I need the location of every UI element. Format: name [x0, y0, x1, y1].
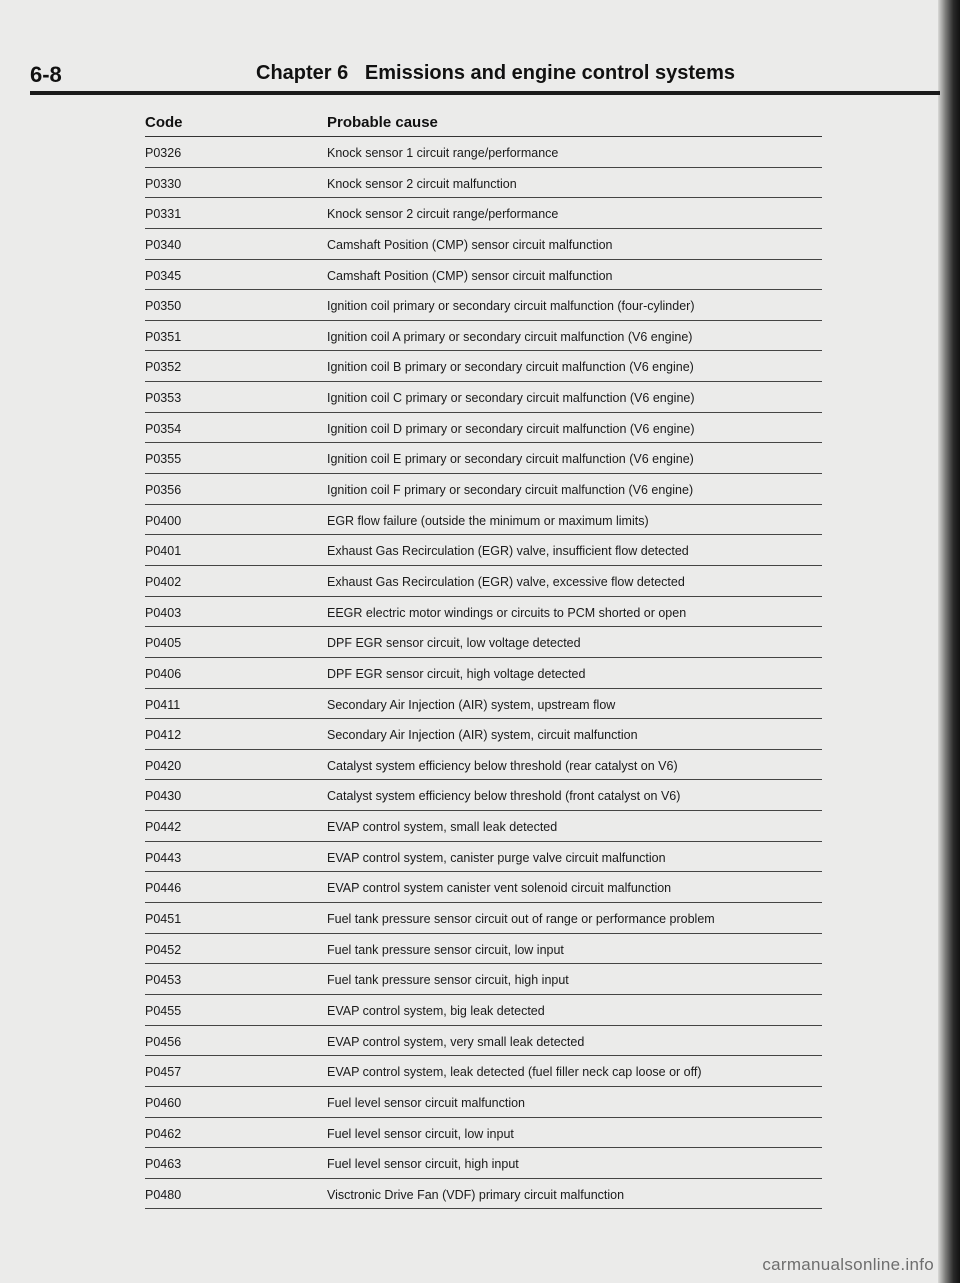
probable-cause-cell: EVAP control system, leak detected (fuel filler neck cap loose or off) [327, 1065, 702, 1080]
code-cell: P0351 [145, 329, 182, 344]
table-row [145, 995, 822, 1026]
probable-cause-cell: Ignition coil B primary or secondary circuit malfunction (V6 engine) [327, 360, 694, 375]
code-cell: P0456 [145, 1034, 182, 1049]
probable-cause-cell: Knock sensor 2 circuit range/performance [327, 207, 559, 222]
code-cell: P0463 [145, 1157, 182, 1172]
code-cell: P0330 [145, 176, 182, 191]
probable-cause-cell: EVAP control system, big leak detected [327, 1003, 545, 1018]
table-row [145, 474, 822, 505]
page-edge-shadow [938, 0, 960, 1283]
code-cell: P0452 [145, 942, 182, 957]
table-row [145, 168, 822, 199]
table-row [145, 351, 822, 382]
code-cell: P0446 [145, 881, 182, 896]
code-cell: P0460 [145, 1095, 182, 1110]
code-cell: P0443 [145, 850, 182, 865]
code-cell: P0352 [145, 360, 182, 375]
column-header-code: Code [145, 114, 183, 131]
code-cell: P0340 [145, 237, 182, 252]
table-row [145, 719, 822, 750]
probable-cause-cell: EVAP control system, canister purge valve circuit malfunction [327, 850, 666, 865]
table-row [145, 597, 822, 628]
table-row [145, 689, 822, 720]
code-cell: P0401 [145, 544, 182, 559]
table-row [145, 443, 822, 474]
table-row [145, 872, 822, 903]
code-cell: P0326 [145, 146, 182, 160]
code-cell: P0350 [145, 299, 182, 314]
probable-cause-cell: Exhaust Gas Recirculation (EGR) valve, insufficient flow detected [327, 544, 689, 559]
table-header [145, 112, 822, 137]
probable-cause-cell: EVAP control system, small leak detected [327, 820, 558, 835]
page-number: 6-8 [30, 62, 62, 87]
code-cell: P0406 [145, 666, 182, 681]
probable-cause-cell: EVAP control system canister vent solenoid circuit malfunction [327, 881, 672, 896]
table-row [145, 903, 822, 934]
probable-cause-cell: EGR flow failure (outside the minimum or maximum limits) [327, 513, 649, 528]
table-row [145, 198, 822, 229]
code-cell: P0420 [145, 758, 182, 773]
table-row [145, 321, 822, 352]
table-row [145, 505, 822, 536]
code-cell: P0355 [145, 452, 182, 467]
code-cell: P0451 [145, 912, 182, 927]
probable-cause-cell: Fuel tank pressure sensor circuit out of range or performance problem [327, 912, 715, 927]
code-cell: P0405 [145, 636, 182, 651]
table-row [145, 229, 822, 260]
table-row [145, 1179, 822, 1210]
table-row [145, 1148, 822, 1179]
probable-cause-cell: Ignition coil F primary or secondary circuit malfunction (V6 engine) [327, 483, 694, 498]
table-row [145, 750, 822, 781]
table-row [145, 413, 822, 444]
probable-cause-cell: Knock sensor 1 circuit range/performance [327, 146, 559, 160]
code-cell: P0462 [145, 1126, 182, 1141]
probable-cause-cell: DPF EGR sensor circuit, low voltage detected [327, 636, 581, 651]
probable-cause-cell: Visctronic Drive Fan (VDF) primary circuit malfunction [327, 1187, 625, 1202]
table-row [145, 811, 822, 842]
table-row [145, 1118, 822, 1149]
column-header-probable-cause: Probable cause [327, 114, 438, 131]
probable-cause-cell: EVAP control system, very small leak detected [327, 1034, 585, 1049]
probable-cause-cell: Secondary Air Injection (AIR) system, circuit malfunction [327, 728, 638, 743]
chapter-title: Chapter 6 Emissions and engine control systems [256, 62, 736, 84]
watermark: carmanualsonline.info [762, 1255, 934, 1274]
table-row [145, 137, 822, 168]
table-row [145, 658, 822, 689]
code-cell: P0453 [145, 973, 182, 988]
table-row [145, 566, 822, 597]
table-row [145, 627, 822, 658]
code-cell: P0354 [145, 421, 182, 436]
table-row [145, 1056, 822, 1087]
code-cell: P0345 [145, 268, 182, 283]
code-cell: P0403 [145, 605, 182, 620]
probable-cause-cell: Ignition coil E primary or secondary circuit malfunction (V6 engine) [327, 452, 694, 467]
table-row [145, 1026, 822, 1057]
code-cell: P0442 [145, 820, 182, 835]
probable-cause-cell: EEGR electric motor windings or circuits to PCM shorted or open [327, 605, 687, 620]
table-body [145, 137, 822, 1209]
table-row [145, 780, 822, 811]
probable-cause-cell: Knock sensor 2 circuit malfunction [327, 176, 517, 191]
code-cell: P0331 [145, 207, 182, 222]
table-row [145, 382, 822, 413]
code-cell: P0402 [145, 574, 182, 589]
code-cell: P0353 [145, 391, 182, 406]
probable-cause-cell: Ignition coil A primary or secondary circuit malfunction (V6 engine) [327, 329, 693, 344]
page-header [30, 62, 940, 90]
header-rule [30, 91, 940, 95]
probable-cause-cell: Ignition coil primary or secondary circuit malfunction (four-cylinder) [327, 299, 695, 314]
code-cell: P0400 [145, 513, 182, 528]
probable-cause-cell: Fuel tank pressure sensor circuit, low input [327, 942, 564, 957]
code-cell: P0411 [145, 697, 181, 712]
code-cell: P0412 [145, 728, 182, 743]
table-row [145, 1087, 822, 1118]
code-cell: P0430 [145, 789, 182, 804]
probable-cause-cell: Ignition coil D primary or secondary circuit malfunction (V6 engine) [327, 421, 695, 436]
table-row [145, 260, 822, 291]
probable-cause-cell: DPF EGR sensor circuit, high voltage detected [327, 666, 586, 681]
code-cell: P0356 [145, 483, 182, 498]
code-cell: P0480 [145, 1187, 182, 1202]
code-cell: P0457 [145, 1065, 182, 1080]
probable-cause-cell: Fuel level sensor circuit, low input [327, 1126, 514, 1141]
probable-cause-cell: Catalyst system efficiency below threshold (front catalyst on V6) [327, 789, 681, 804]
probable-cause-cell: Camshaft Position (CMP) sensor circuit malfunction [327, 268, 613, 283]
probable-cause-cell: Camshaft Position (CMP) sensor circuit malfunction [327, 237, 613, 252]
probable-cause-cell: Exhaust Gas Recirculation (EGR) valve, excessive flow detected [327, 574, 685, 589]
probable-cause-cell: Catalyst system efficiency below threshold (rear catalyst on V6) [327, 758, 678, 773]
table-row [145, 535, 822, 566]
table-row [145, 842, 822, 873]
table-row [145, 964, 822, 995]
table-row [145, 290, 822, 321]
probable-cause-cell: Fuel level sensor circuit, high input [327, 1157, 519, 1172]
probable-cause-cell: Fuel tank pressure sensor circuit, high input [327, 973, 569, 988]
probable-cause-cell: Secondary Air Injection (AIR) system, upstream flow [327, 697, 616, 712]
code-cell: P0455 [145, 1003, 182, 1018]
trouble-code-table [145, 112, 822, 1209]
probable-cause-cell: Fuel level sensor circuit malfunction [327, 1095, 525, 1110]
table-row [145, 934, 822, 965]
probable-cause-cell: Ignition coil C primary or secondary circuit malfunction (V6 engine) [327, 391, 695, 406]
